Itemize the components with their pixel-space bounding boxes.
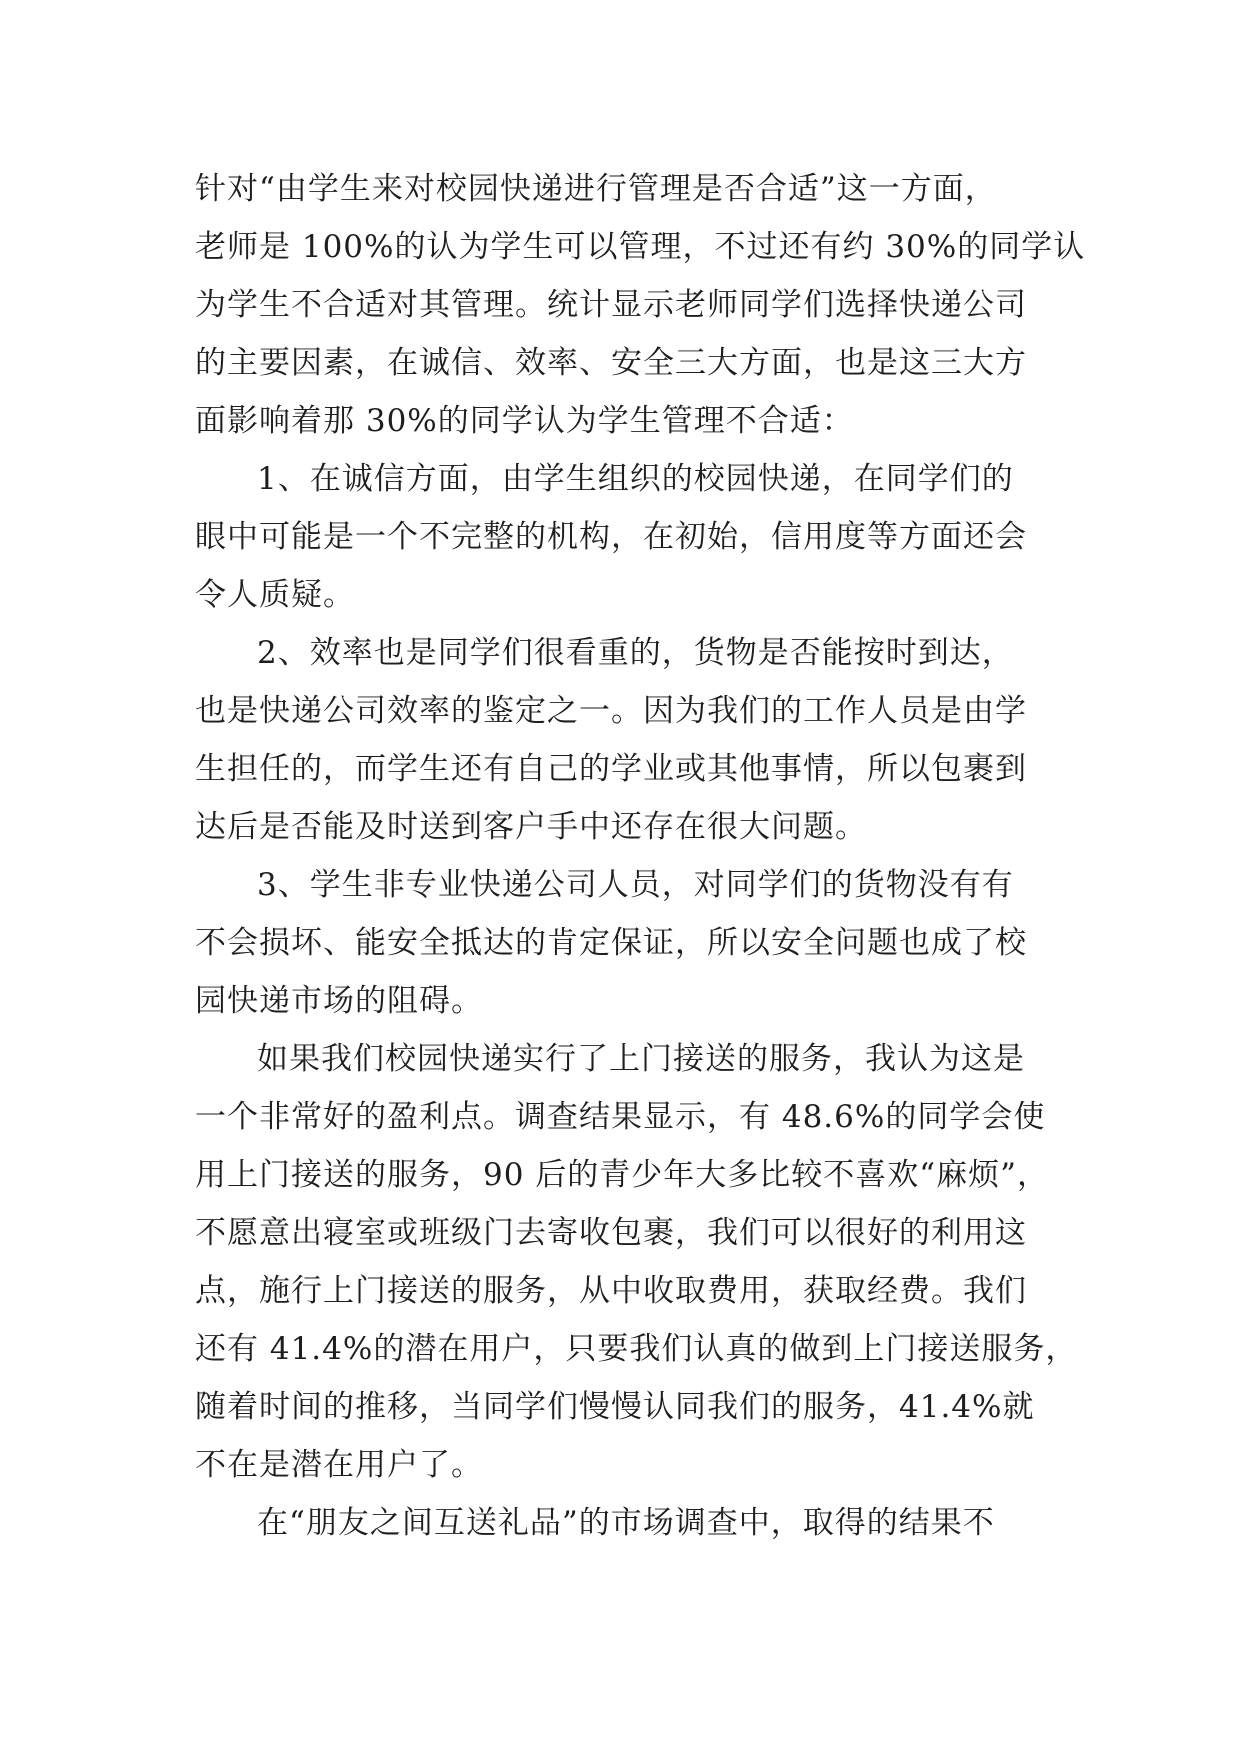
text-line: 用上门接送的服务，90 后的青少年大多比较不喜欢“麻烦”， (195, 1157, 1049, 1193)
text-line: 不会损坏、能安全抵达的肯定保证，所以安全问题也成了校 (195, 925, 1027, 961)
text-line: 不愿意出寝室或班级门去寄收包裹，我们可以很好的利用这 (195, 1215, 1027, 1251)
text-line: 针对“由学生来对校园快递进行管理是否合适”这一方面， (195, 171, 997, 207)
text-line: 3、学生非专业快递公司人员，对同学们的货物没有有 (257, 867, 1014, 903)
text-line: 面影响着那 30%的同学认为学生管理不合适： (195, 403, 854, 439)
text-line: 也是快递公司效率的鉴定之一。因为我们的工作人员是由学 (195, 693, 1027, 729)
text-line: 为学生不合适对其管理。统计显示老师同学们选择快递公司 (195, 287, 1027, 323)
text-line: 如果我们校园快递实行了上门接送的服务，我认为这是 (257, 1041, 1025, 1077)
text-line: 2、效率也是同学们很看重的，货物是否能按时到达， (257, 635, 1014, 671)
text-line: 点，施行上门接送的服务，从中收取费用，获取经费。我们 (195, 1273, 1027, 1309)
text-line: 1、在诚信方面，由学生组织的校园快递，在同学们的 (257, 461, 1014, 497)
text-line: 眼中可能是一个不完整的机构，在初始，信用度等方面还会 (195, 519, 1027, 555)
text-line: 随着时间的推移，当同学们慢慢认同我们的服务，41.4%就 (195, 1389, 1035, 1425)
text-line: 达后是否能及时送到客户手中还存在很大问题。 (195, 809, 867, 845)
text-line: 生担任的，而学生还有自己的学业或其他事情，所以包裹到 (195, 751, 1027, 787)
text-line: 令人质疑。 (195, 577, 355, 613)
text-line: 还有 41.4%的潜在用户，只要我们认真的做到上门接送服务， (195, 1331, 1078, 1367)
text-line: 不在是潜在用户了。 (195, 1447, 483, 1483)
text-line: 园快递市场的阻碍。 (195, 983, 483, 1019)
body-text (195, 160, 1086, 1552)
text-line: 一个非常好的盈利点。调查结果显示，有 48.6%的同学会使 (195, 1099, 1046, 1135)
text-line: 老师是 100%的认为学生可以管理，不过还有约 30%的同学认 (195, 229, 1086, 265)
text-line: 在“朋友之间互送礼品”的市场调查中，取得的结果不 (257, 1505, 995, 1541)
text-line: 的主要因素，在诚信、效率、安全三大方面，也是这三大方 (195, 345, 1027, 381)
